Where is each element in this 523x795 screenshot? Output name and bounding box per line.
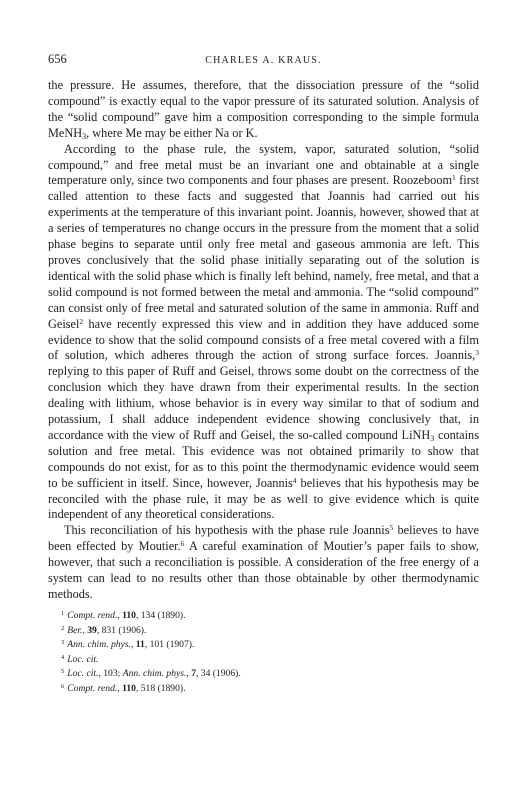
citation-text: , 831 (1906). xyxy=(96,624,147,636)
citation-volume: 7 xyxy=(191,668,196,680)
text-run: the pressure. He assumes, therefore, that the dissociation pressure of the “solid compound” is exactly equal to the vapor pressure of its saturated solution. Analysis of the “solid compound” gave him a composition corresponding to the simple formula MeNH xyxy=(48,78,479,140)
citation-source: Compt. rend. xyxy=(67,682,118,694)
footnote-ref: 6 xyxy=(180,539,185,549)
citation-volume: 110 xyxy=(122,682,136,694)
footnotes xyxy=(48,608,479,696)
citation-volume: 11 xyxy=(135,639,145,651)
citation-volume: 110 xyxy=(122,609,136,621)
footnote-number: 5 xyxy=(61,668,65,676)
page-header xyxy=(48,52,479,78)
body-text xyxy=(48,78,479,603)
text-run: , where Me may be either Na or K. xyxy=(86,125,258,140)
footnote xyxy=(61,623,479,638)
citation-text: , xyxy=(82,624,88,636)
footnote-number: 1 xyxy=(61,609,65,617)
footnote-ref: 5 xyxy=(389,523,394,533)
text-run: replying to this paper of Ruff and Geisel, throws some doubt on the correctness of the conclusion which they have drawn from their experimental results. In the section dealing with lithium, whose behavior is in every way similar to that of sodium and potassium, I shall adduce independent evidence showing conclusively that, in accordance with the view of Ruff and Geisel, the so-called compound LiNH xyxy=(48,364,479,442)
citation-source: Ann. chim. phys. xyxy=(67,639,131,651)
text-run: believes that his hypothesis may be reconciled with the phase rule, it may be as well to give evidence which is quite independent of any theoretical considerations. xyxy=(48,475,480,522)
footnote-ref: 4 xyxy=(292,475,297,485)
footnote-ref: 1 xyxy=(452,173,456,183)
citation-volume: 39 xyxy=(87,624,97,636)
citation-source: Ber. xyxy=(67,624,83,636)
citation-text: , 518 (1890). xyxy=(135,682,186,694)
footnote xyxy=(61,608,479,623)
footnote-number: 4 xyxy=(61,653,65,661)
text-run: first called attention to these facts and suggested that Joannis had carried out his experiments at the temperature of this invariant point. Joannis, however, showed that at a series of temperatures no change occurs in the pressure from the moment that a solid phase begins to separate until only free metal and gaseous ammonia are left. This proves conclusively that the solid phase initially separating out of the solution is identical with the solid phase which is finally left behind, namely, free metal, and that a solid compound is not formed between the metal and ammonia. The “solid compound” can consist only of free metal and saturated solution of the same in ammonia. Ruff and Geisel xyxy=(48,173,479,331)
paragraph xyxy=(48,523,479,603)
citation-text: , 101 (1907). xyxy=(144,639,195,651)
text-run: believes to have been effected by Moutier. xyxy=(48,523,479,554)
citation-text: , xyxy=(130,639,136,651)
footnote xyxy=(61,652,479,667)
page-number: 656 xyxy=(48,52,67,66)
citation-text: , xyxy=(186,668,192,680)
citation-source: Ann. chim. phys. xyxy=(122,668,187,680)
formula-subscript: 3 xyxy=(430,433,435,443)
citation-text: , xyxy=(117,609,123,621)
citation-text: , 34 (1906). xyxy=(195,668,241,680)
footnote-ref: 2 xyxy=(79,316,84,326)
text-run: contains solution and free metal. This evidence was not obtained primarily to show that compounds do not exist, for as to this point the thermodynamic evidence would seem to be sufficient in itself. Since, however, Joannis xyxy=(48,427,479,490)
running-head: CHARLES A. KRAUS. xyxy=(205,55,322,66)
text-run: This reconciliation of his hypothesis with the phase rule Joannis xyxy=(64,523,390,538)
footnote xyxy=(61,637,479,652)
citation-text: , 103; xyxy=(98,668,123,680)
footnote xyxy=(61,666,479,681)
footnote xyxy=(61,681,479,696)
citation-source: Loc. cit. xyxy=(67,653,99,665)
footnote-number: 2 xyxy=(61,624,65,632)
footnote-number: 6 xyxy=(61,682,65,690)
text-run: have recently expressed this view and in addition they have adduced some evidence to show that the solid compound consists of a free metal covered with a film of solution, which adheres through the action of strong surface forces. Joannis, xyxy=(48,316,479,363)
citation-source: Loc. cit. xyxy=(67,668,99,680)
footnote-ref: 3 xyxy=(475,348,479,358)
citation-text: , xyxy=(117,682,123,694)
footnote-number: 3 xyxy=(61,639,65,647)
formula-subscript: 3 xyxy=(82,131,87,141)
citation-text: , 134 (1890). xyxy=(135,609,186,621)
text-run: A careful examination of Moutier’s paper fails to show, however, that such a reconciliation is possible. A consideration of the free energy of a system can lead to no results other than those obtainable by other thermodynamic methods. xyxy=(48,539,479,601)
paragraph xyxy=(48,142,479,524)
text-run: According to the phase rule, the system, vapor, saturated solution, “solid compound,” and free metal must be an invariant one and obtainable at a single temperature only, since two components and four phases are present. Roozeboom xyxy=(48,141,479,188)
citation-source: Compt. rend. xyxy=(67,609,118,621)
paragraph xyxy=(48,78,479,142)
